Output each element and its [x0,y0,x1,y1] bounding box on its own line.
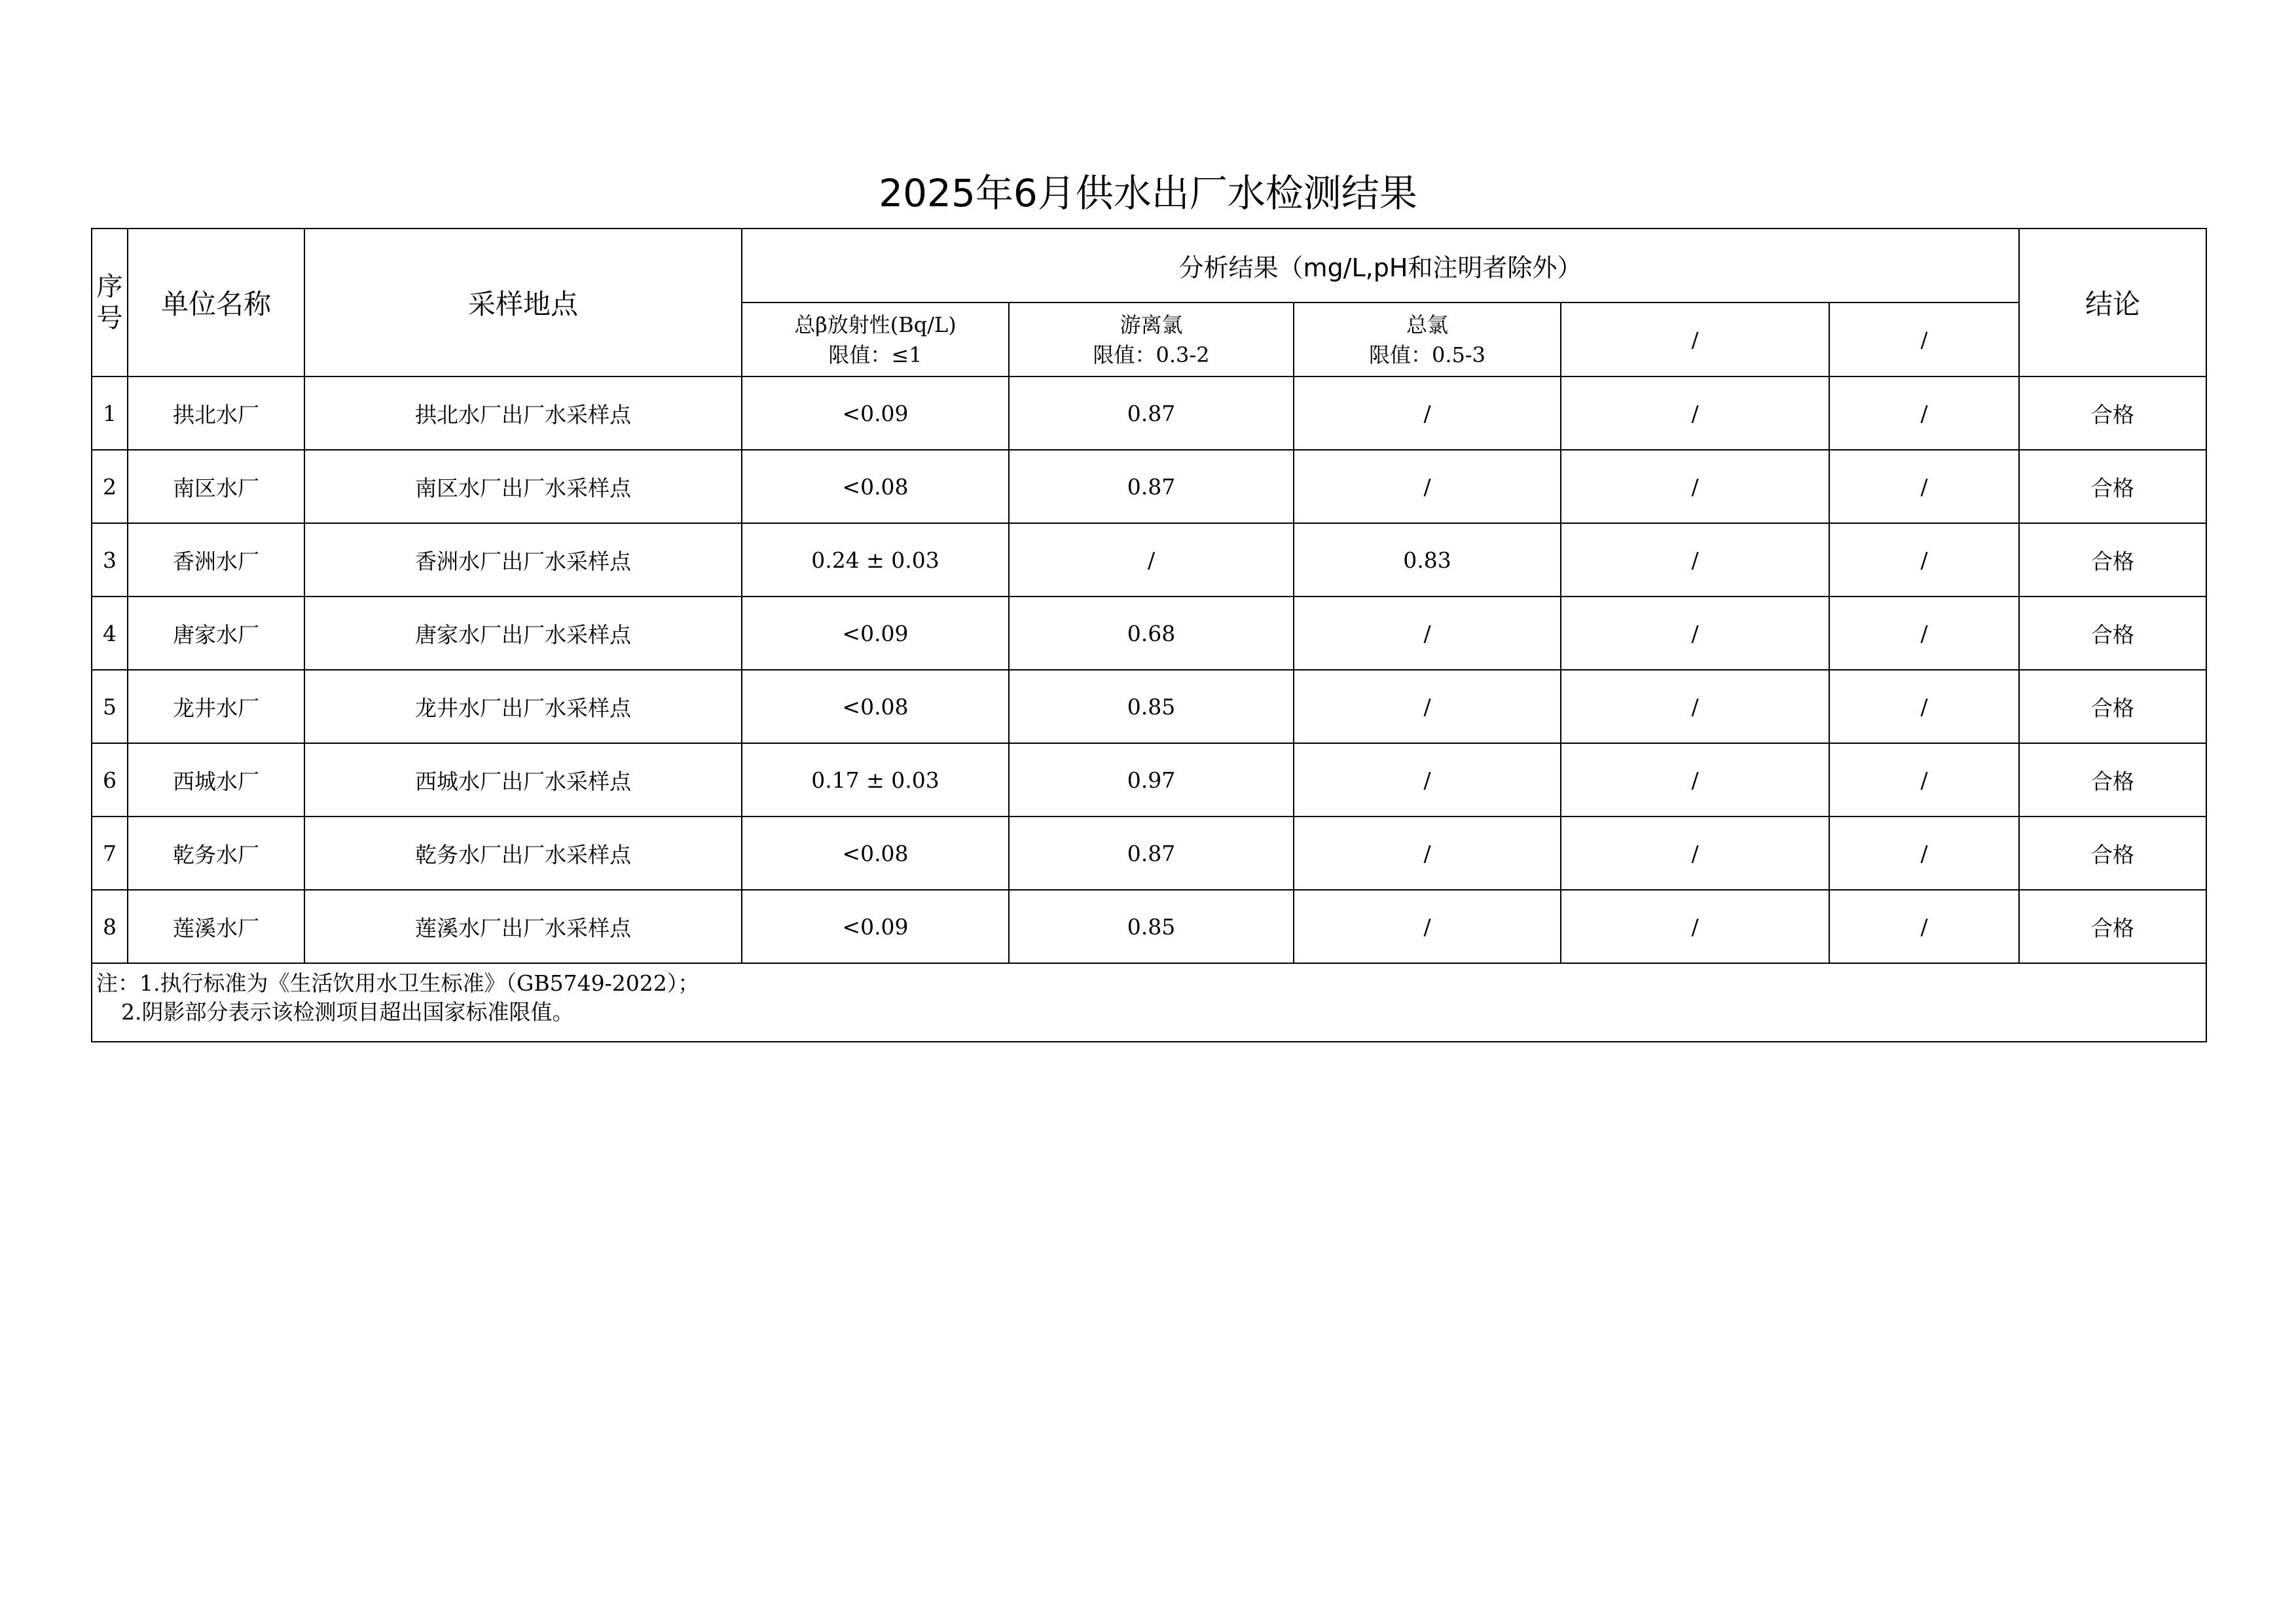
cell-site: 西城水厂出厂水采样点 [304,743,742,817]
cell-value-beta: <0.09 [742,597,1009,670]
cell-value-empty-1: / [1561,890,1829,963]
cell-unit: 莲溪水厂 [128,890,304,963]
cell-conclusion: 合格 [2019,743,2206,817]
header-col-empty-2 [1829,303,2019,376]
notes-cell [92,963,2206,1042]
cell-site: 唐家水厂出厂水采样点 [304,597,742,670]
cell-unit: 西城水厂 [128,743,304,817]
cell-value-free-chlorine: 0.87 [1009,817,1294,890]
cell-conclusion: 合格 [2019,450,2206,523]
header-col-beta-limit: 限值：≤1 [828,342,922,367]
cell-value-total-chlorine: / [1294,450,1561,523]
note-line-1: 注：1.执行标准为《生活饮用水卫生标准》（GB5749-2022）； [96,970,700,996]
table-row [92,670,2206,743]
results-table [91,228,2207,1042]
cell-site: 莲溪水厂出厂水采样点 [304,890,742,963]
cell-value-empty-2: / [1829,817,2019,890]
cell-value-free-chlorine: 0.68 [1009,597,1294,670]
cell-value-total-chlorine: / [1294,376,1561,450]
header-seq-char-2: 号 [96,303,123,333]
cell-value-free-chlorine: 0.97 [1009,743,1294,817]
cell-seq: 5 [92,670,128,743]
header-col-free-chlorine [1009,303,1294,376]
cell-value-free-chlorine: 0.87 [1009,376,1294,450]
table-row [92,376,2206,450]
cell-site: 乾务水厂出厂水采样点 [304,817,742,890]
cell-seq: 4 [92,597,128,670]
cell-site: 龙井水厂出厂水采样点 [304,670,742,743]
table-row [92,890,2206,963]
header-conclusion: 结论 [2019,229,2206,376]
cell-seq: 3 [92,523,128,597]
cell-unit: 南区水厂 [128,450,304,523]
header-col-total-chlorine [1294,303,1561,376]
cell-value-empty-1: / [1561,450,1829,523]
cell-value-empty-1: / [1561,670,1829,743]
cell-conclusion: 合格 [2019,670,2206,743]
cell-unit: 龙井水厂 [128,670,304,743]
header-col-total-chlorine-limit: 限值：0.5-3 [1368,342,1486,367]
cell-value-beta: <0.08 [742,817,1009,890]
cell-site: 南区水厂出厂水采样点 [304,450,742,523]
header-unit-name: 单位名称 [128,229,304,376]
cell-value-free-chlorine: / [1009,523,1294,597]
cell-value-total-chlorine: / [1294,670,1561,743]
cell-seq: 6 [92,743,128,817]
cell-value-total-chlorine: / [1294,817,1561,890]
cell-seq: 8 [92,890,128,963]
cell-conclusion: 合格 [2019,890,2206,963]
cell-value-empty-2: / [1829,450,2019,523]
header-col-free-chlorine-limit: 限值：0.3-2 [1093,342,1210,367]
header-col-empty-1 [1561,303,1829,376]
cell-value-empty-1: / [1561,743,1829,817]
header-col-beta-name: 总β放射性(Bq/L) [794,312,957,337]
header-col-free-chlorine-name: 游离氯 [1120,312,1183,337]
cell-seq: 2 [92,450,128,523]
header-col-empty-1-name: / [1691,327,1699,352]
cell-value-empty-1: / [1561,523,1829,597]
cell-value-empty-2: / [1829,670,2019,743]
notes-row [92,963,2206,1042]
cell-conclusion: 合格 [2019,597,2206,670]
cell-site: 拱北水厂出厂水采样点 [304,376,742,450]
cell-value-free-chlorine: 0.85 [1009,670,1294,743]
cell-seq: 7 [92,817,128,890]
cell-value-free-chlorine: 0.87 [1009,450,1294,523]
cell-value-empty-1: / [1561,817,1829,890]
cell-conclusion: 合格 [2019,523,2206,597]
header-seq-char-1: 序 [96,272,123,302]
cell-unit: 拱北水厂 [128,376,304,450]
cell-value-free-chlorine: 0.85 [1009,890,1294,963]
cell-conclusion: 合格 [2019,817,2206,890]
cell-value-total-chlorine: / [1294,597,1561,670]
table-row [92,743,2206,817]
table-row [92,523,2206,597]
table-row [92,817,2206,890]
note-line-2: 2.阴影部分表示该检测项目超出国家标准限值。 [121,999,574,1025]
cell-value-empty-2: / [1829,597,2019,670]
cell-conclusion: 合格 [2019,376,2206,450]
header-col-total-chlorine-name: 总氯 [1406,312,1448,337]
cell-site: 香洲水厂出厂水采样点 [304,523,742,597]
cell-seq: 1 [92,376,128,450]
cell-value-empty-2: / [1829,890,2019,963]
header-col-empty-2-name: / [1920,327,1928,352]
cell-value-beta: <0.08 [742,670,1009,743]
header-row-1 [92,229,2206,303]
cell-value-empty-2: / [1829,743,2019,817]
cell-value-empty-2: / [1829,376,2019,450]
cell-value-beta: <0.09 [742,890,1009,963]
cell-value-empty-2: / [1829,523,2019,597]
page-title: 2025年6月供水出厂水检测结果 [879,171,1417,215]
cell-value-total-chlorine: / [1294,743,1561,817]
cell-value-empty-1: / [1561,376,1829,450]
table-row [92,597,2206,670]
cell-unit: 乾务水厂 [128,817,304,890]
header-analysis-group: 分析结果（mg/L,pH和注明者除外） [742,229,2019,303]
header-seq [92,229,128,376]
cell-value-beta: <0.09 [742,376,1009,450]
header-sampling-site: 采样地点 [304,229,742,376]
cell-value-beta: 0.24 ± 0.03 [742,523,1009,597]
header-col-beta [742,303,1009,376]
cell-unit: 香洲水厂 [128,523,304,597]
cell-value-beta: 0.17 ± 0.03 [742,743,1009,817]
cell-value-total-chlorine: / [1294,890,1561,963]
cell-value-total-chlorine: 0.83 [1294,523,1561,597]
cell-value-beta: <0.08 [742,450,1009,523]
cell-value-empty-1: / [1561,597,1829,670]
cell-unit: 唐家水厂 [128,597,304,670]
table-row [92,450,2206,523]
